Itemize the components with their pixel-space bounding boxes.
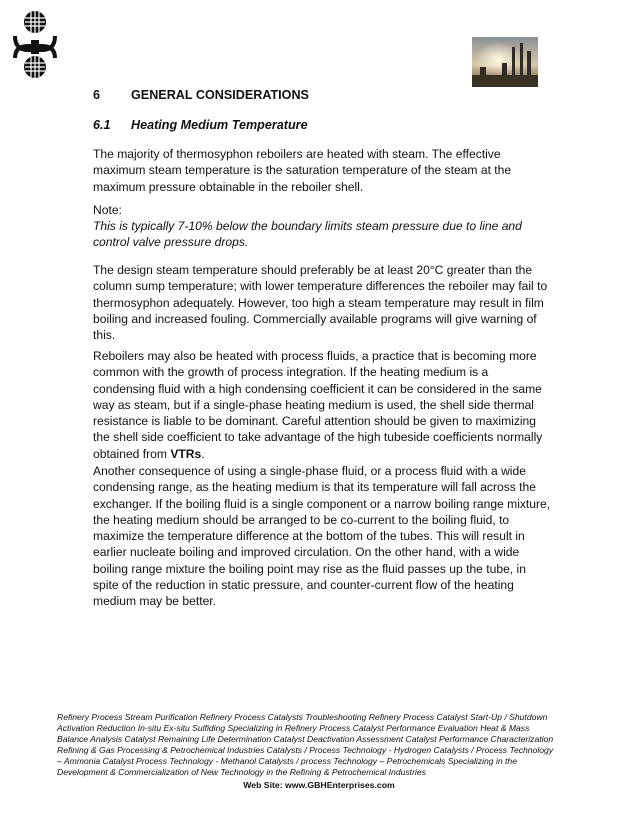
paragraph-process-fluids-text: Reboilers may also be heated with process fluids, a practice that is becoming more common with the growth of process integration. If the heating medium is a condensing fluid with a high condensing coefficient it can be considered in the same way as steam, but if a single-phase heating medium is used, the shell side thermal resistance is liable to be dominant. Careful attention should be given to maximizing the shell side coefficient to take advantage of the high tubeside coefficients normally obtained from — [93, 349, 543, 461]
refinery-photo — [472, 37, 538, 87]
section-title: GENERAL CONSIDERATIONS — [131, 88, 309, 102]
note-label: Note: — [93, 203, 122, 217]
paragraph-design-temperature: The design steam temperature should preferably be at least 20°C greater than the column sump temperature; with lower temperature differences the reboiler may fail to thermosyphon adequately. However, too high a steam temperature may result in film boiling and increased fouling. Commercially available programs will give warning of this. — [93, 263, 548, 343]
paragraph-single-phase-fluid: Another consequence of using a single-phase fluid, or a process fluid with a wide condensing range, as the heating medium is that its temperature will fall across the exchanger. If the boiling fluid is a single component or a narrow boiling range mixture, the heating medium should be arranged to be co-current to the boiling fluid, to maximize the temperature difference at the bottom of the tubes. This will result in earlier nucleate boiling and improved circulation. On the other hand, with a wide boiling range mixture the boiling point may rise as the fluid passes up the tube, in spite of the reduction in static pressure, and counter-current flow of the heating medium may be better. — [93, 464, 551, 609]
paragraph-process-fluids-end: . — [201, 446, 205, 461]
vtrs-term: VTRs — [170, 446, 202, 461]
subsection-heading — [93, 118, 308, 132]
note-body: This is typically 7-10% below the boundary limits steam pressure due to line and control valve pressure drops. — [93, 219, 522, 250]
company-logo — [12, 6, 58, 80]
footer-website: Web Site: www.GBHEnterprises.com — [243, 780, 395, 790]
footer-services-text: Refinery Process Stream Purification Refinery Process Catalysts Troubleshooting Refinery Process Catalyst Start-Up / Shutdown Activation Reduction In-situ Ex-situ Sulfiding Specializing in Refinery Process Catalyst Performance Evaluation Heat & Mass Balance Analysis Catalyst Remaining Life Determination Catalyst Deactivation Assessment Catalyst Performance Characterization Refining & Gas Processing & Petrochemical Industries Catalysts / Process Technology - Hydrogen Catalysts / Process Technology – Ammonia Catalyst Process Technology - Methanol Catalysts / process Technology – Petrochemicals Specializing in the Development & Commercialization of New Technology in the Refining & Petrochemical Industries — [57, 712, 554, 777]
section-number: 6 — [93, 88, 101, 102]
paragraph-process-fluids — [93, 348, 551, 462]
subsection-title: Heating Medium Temperature — [131, 118, 308, 132]
subsection-number: 6.1 — [93, 118, 111, 132]
paragraph-steam-heating: The majority of thermosyphon reboilers are heated with steam. The effective maximum steam temperature is the saturation temperature of the steam at the maximum pressure obtainable in the reboiler shell. — [93, 147, 512, 194]
